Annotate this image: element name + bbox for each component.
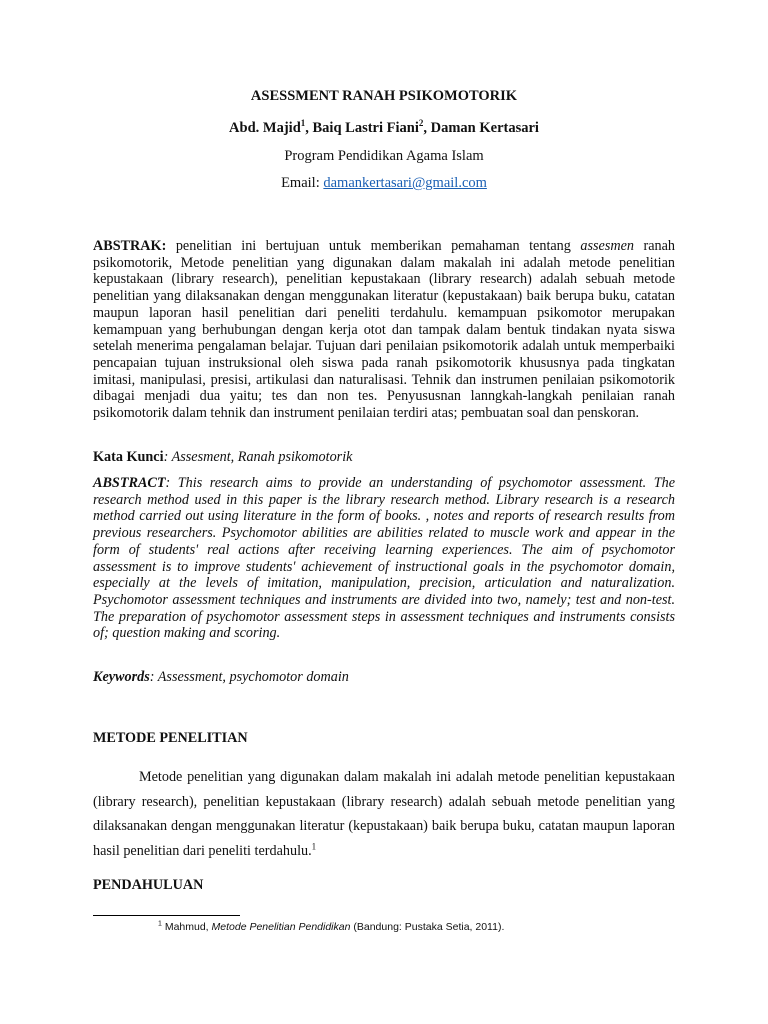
abstrak-text: ranah psikomotorik, Metode penelitian yang digunakan dalam makalah ini adalah metode penelitian kepustakaan (library research), penelitian kepustakaan (library research) adalah sebuah metode penelitian yang dilaksanakan dengan menggunakan literatur (kepustakaan) baik berupa buku, catatan maupun laporan hasil penelitian dari peneliti terdahulu. kemampuan psikomotor merupakan kemampuan yang berhubungan dengan kerja otot dan tampak dalam bentuk tindakan nyata siswa setelah menerima pengalaman belajar. Tujuan dari penilaian psikomotorik adalah untuk memperbaiki pencapaian tujuan instruksional oleh siswa pada ranah psikomotorik khususnya pada tingkatan imitasi, manipulasi, presisi, artikulasi dan naturalisasi. Tehnik dan instrumen penilaian psikomotorik dibagai menjadi dua yaitu; tes dan non tes. Penyususnan lanngkah-langkah penilaian ranah psikomotorik dalam tehnik dan instrument penilaian terdiri atas; pembuatan soal dan penskoran. bbox=[93, 238, 675, 422]
author-line: Abd. Majid$^1$, Baiq Lastri Fiani$^2$, Daman Kertasari bbox=[229, 118, 539, 136]
email-line bbox=[0, 175, 768, 192]
footnote-author: Mahmud, bbox=[161, 921, 212, 933]
keywords-text: : Assessment, psychomotor domain bbox=[149, 669, 349, 685]
abstract-label: ABSTRACT bbox=[93, 475, 166, 491]
abstrak-label: ABSTRAK: bbox=[93, 238, 167, 254]
section-heading-pendahuluan: PENDAHULUAN bbox=[93, 877, 204, 893]
footnote-number: 1 bbox=[158, 920, 162, 928]
abstract-text: : This research aims to provide an understanding of psychomotor assessment. The research method used in this paper is the library research method. Library research is a research method carried out using literature in the form of books. , notes and reports of research results from previous researchers. Psychomotor abilities are abilities related to muscle work and appear in the form of students' real actions after receiving learning experiences. The aim of psychomotor assessment is to improve students' achievement of instructional goals in the psychomotor domain, especially at the levels of imitation, manipulation, precision, articulation and naturalization. Psychomotor assessment techniques and instruments are divided into two, namely; test and non-test. The preparation of psychomotor assessment steps in assessment techniques and instruments consists of; question making and scoring. bbox=[93, 475, 675, 642]
author-name: Daman Kertasari bbox=[430, 120, 539, 136]
abstrak-term: assesmen bbox=[580, 238, 634, 254]
email-link[interactable]: damankertasari@gmail.com bbox=[323, 175, 487, 191]
keywords-line bbox=[93, 669, 675, 686]
author-affil-mark: 1 bbox=[300, 118, 306, 129]
footnote-publisher: (Bandung: Pustaka Setia, 2011). bbox=[350, 921, 505, 933]
metode-paragraph bbox=[93, 765, 675, 864]
footnote-reference[interactable]: 1 bbox=[311, 841, 317, 852]
affiliation: Program Pendidikan Agama Islam bbox=[284, 148, 484, 164]
author-affil-mark: 2 bbox=[418, 118, 424, 129]
footnote-separator bbox=[93, 915, 240, 916]
footnote bbox=[158, 921, 504, 933]
email-label: Email: bbox=[281, 175, 320, 191]
metode-text: Metode penelitian yang digunakan dalam makalah ini adalah metode penelitian kepustakaan (library research), penelitian kepustakaan (library research) adalah sebuah metode penelitian yang dilaksanakan dengan menggunakan literatur (kepustakaan) baik berupa buku, catatan maupun laporan hasil penelitian dari peneliti terdahulu. bbox=[93, 769, 675, 860]
keywords-label: Keywords bbox=[93, 669, 150, 685]
kata-kunci-label: Kata Kunci bbox=[93, 449, 164, 465]
abstrak-text: penelitian ini bertujuan untuk memberikan pemahaman tentang bbox=[166, 238, 581, 254]
author-name: Abd. Majid bbox=[229, 120, 301, 136]
abstract-paragraph bbox=[93, 475, 675, 642]
kata-kunci-text: : Assesment, Ranah psikomotorik bbox=[163, 449, 353, 465]
section-heading-metode: METODE PENELITIAN bbox=[93, 730, 248, 746]
abstrak-paragraph bbox=[93, 238, 675, 422]
paper-title: ASESSMENT RANAH PSIKOMOTORIK bbox=[250, 88, 518, 104]
author-name: Baiq Lastri Fiani bbox=[312, 120, 419, 136]
footnote-book-title: Metode Penelitian Pendidikan bbox=[211, 921, 351, 933]
kata-kunci-line bbox=[93, 449, 675, 466]
